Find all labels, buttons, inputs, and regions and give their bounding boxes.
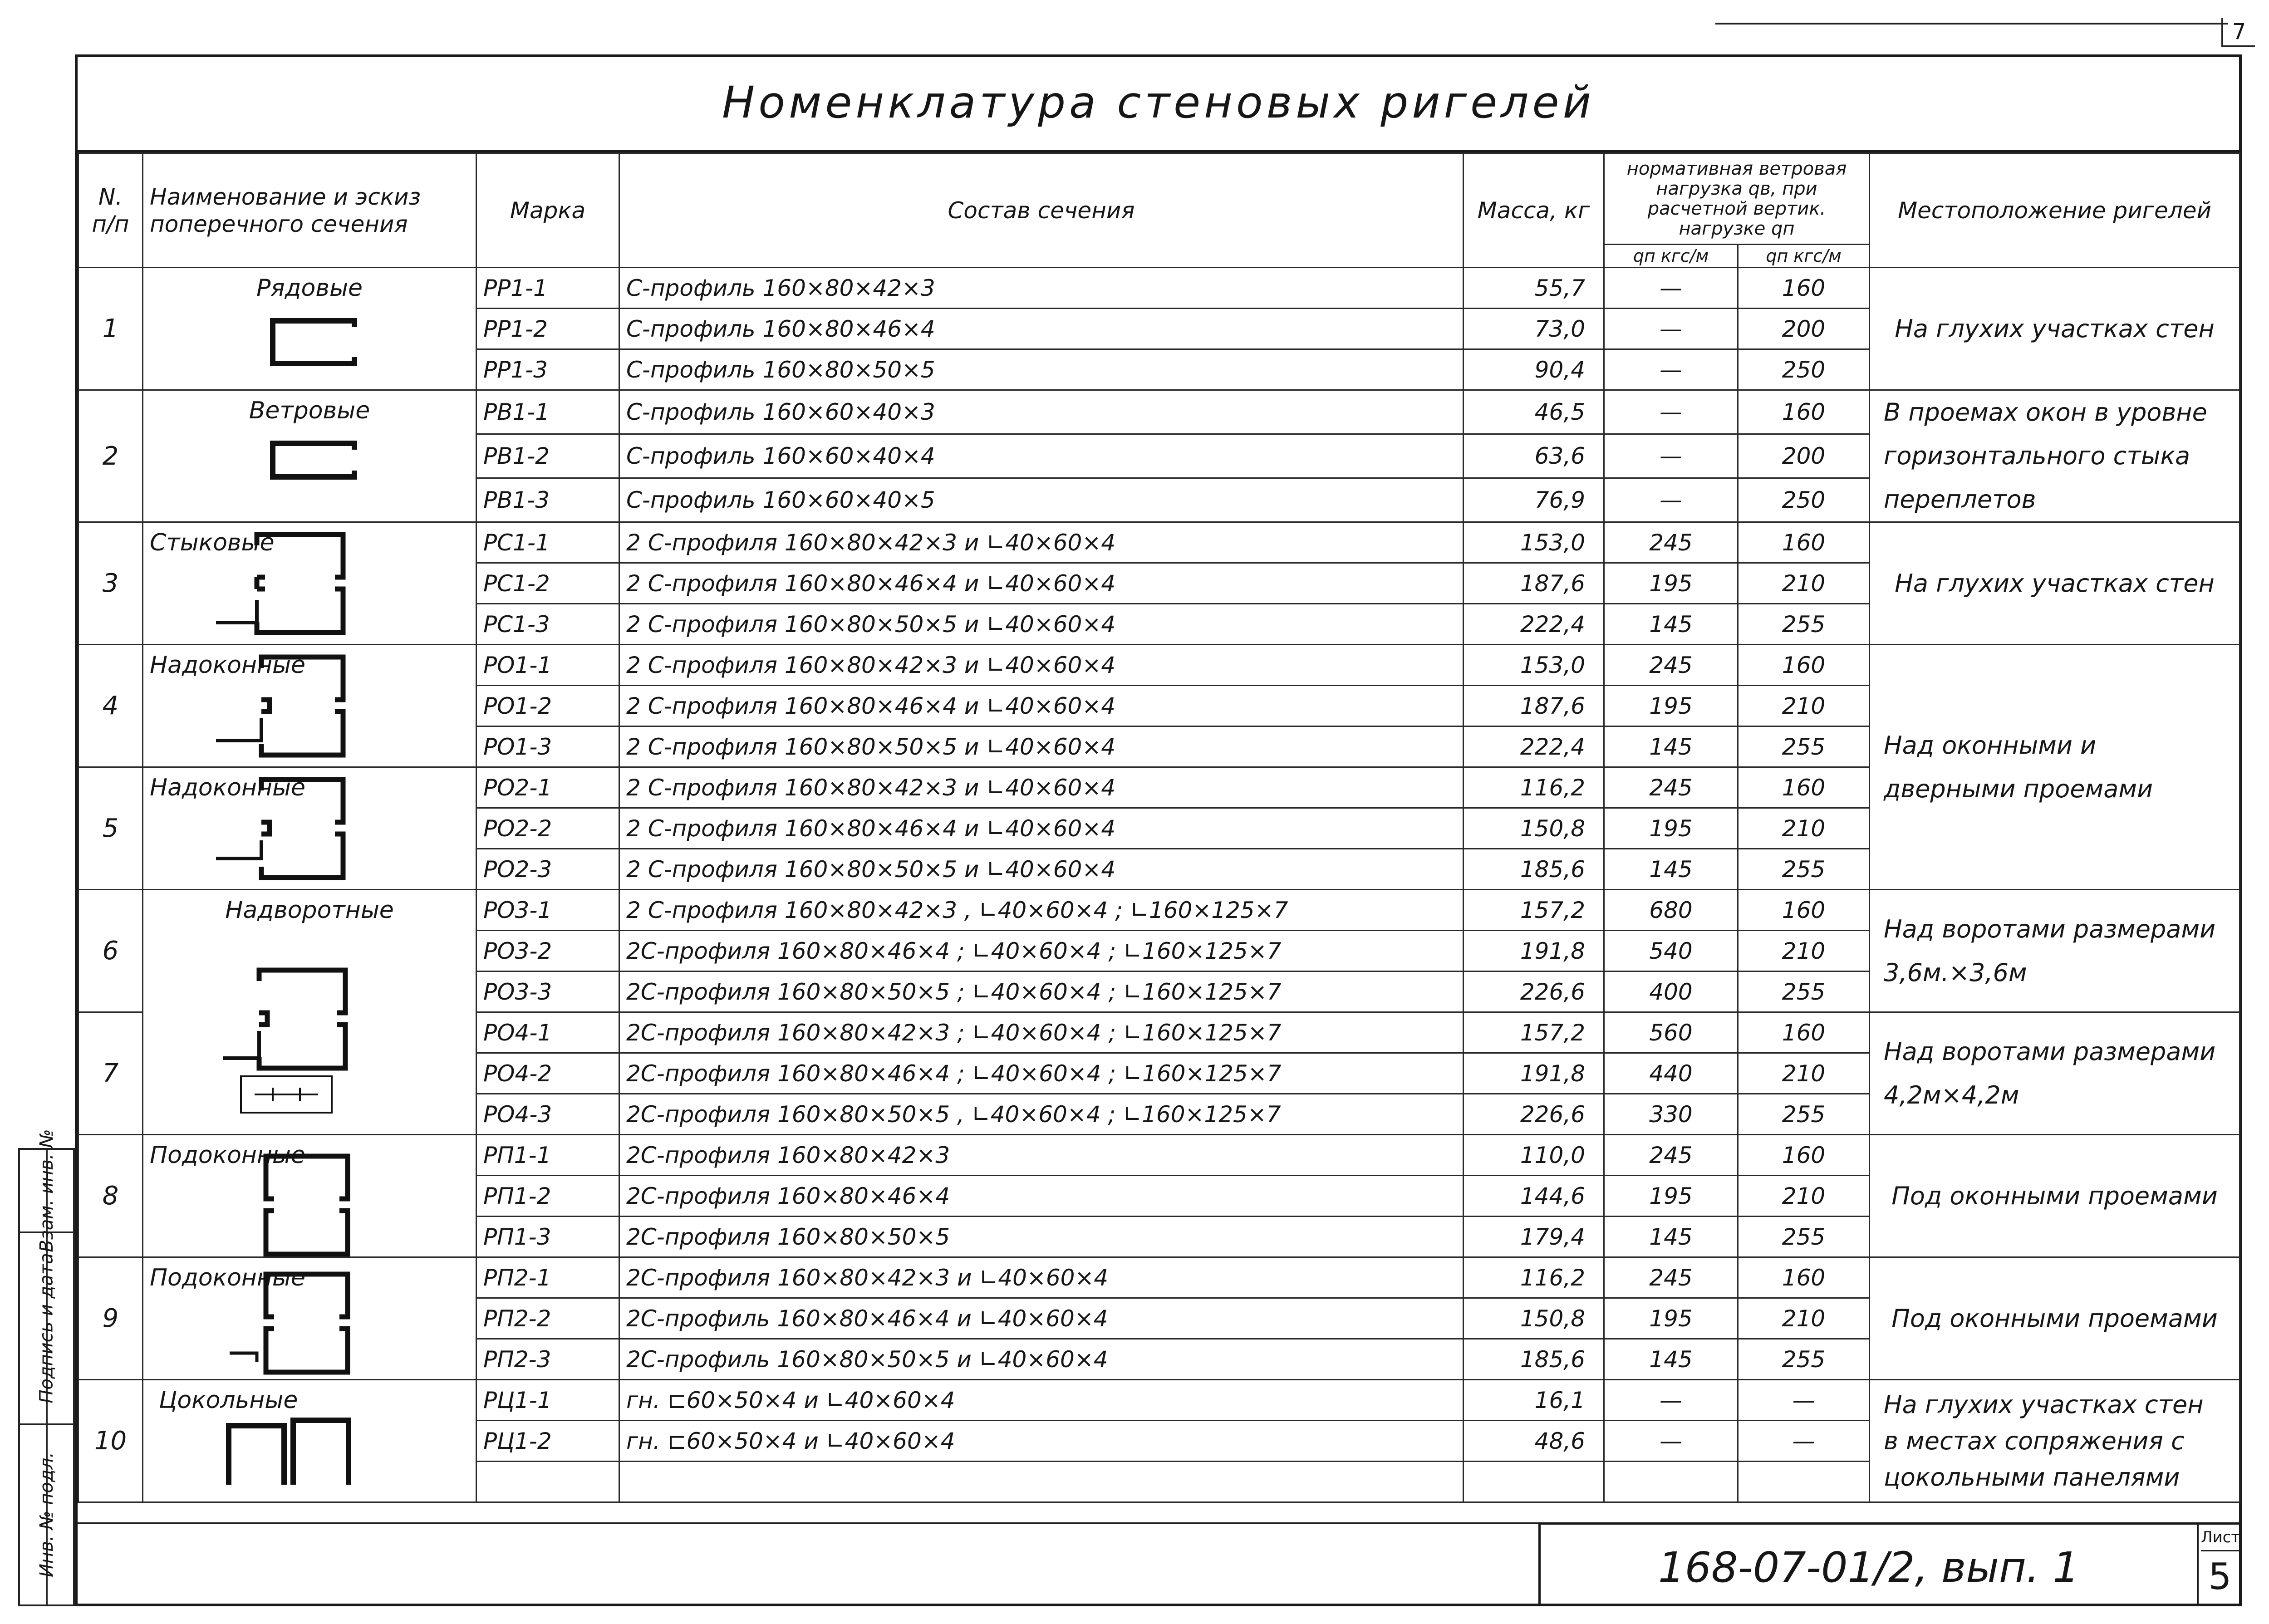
group-num: 3 bbox=[79, 522, 143, 645]
mark: РС1-3 bbox=[476, 604, 619, 645]
table-row bbox=[79, 522, 2240, 563]
load-q2: — bbox=[1738, 1421, 1870, 1462]
c-profile-sketch bbox=[268, 441, 359, 481]
mark: РО4-2 bbox=[476, 1053, 619, 1094]
mass: 191,8 bbox=[1464, 1053, 1604, 1094]
load-q2: 255 bbox=[1738, 726, 1870, 767]
side-stamp-inv bbox=[20, 1425, 73, 1604]
mass: 76,9 bbox=[1464, 478, 1604, 522]
load-q1: 195 bbox=[1604, 1298, 1738, 1339]
mark: РР1-1 bbox=[476, 268, 619, 309]
table-row bbox=[79, 1135, 2240, 1176]
load-q2: 210 bbox=[1738, 686, 1870, 726]
table-row bbox=[79, 1380, 2240, 1421]
load-q2: 160 bbox=[1738, 645, 1870, 686]
load-q2: 160 bbox=[1738, 890, 1870, 931]
mass: 16,1 bbox=[1464, 1380, 1604, 1421]
group-name: Подоконные bbox=[150, 1264, 305, 1291]
header-mass: Масса, кг bbox=[1464, 153, 1604, 268]
mass bbox=[1464, 1462, 1604, 1502]
location: Над оконными и дверными проемами bbox=[1870, 645, 2240, 890]
section: С-профиль 160×60×40×5 bbox=[619, 478, 1464, 522]
side-stamp-vzam-label: Взам. инв. № bbox=[36, 1129, 57, 1252]
load-q2: 255 bbox=[1738, 849, 1870, 890]
header-load-col2: qп кгс/м bbox=[1738, 245, 1870, 268]
group-num: 2 bbox=[79, 390, 143, 522]
group-name: Рядовые bbox=[256, 275, 363, 302]
mark: РП1-1 bbox=[476, 1135, 619, 1176]
location: Над воротами размерами 3,6м.×3,6м bbox=[1870, 890, 2240, 1012]
mass: 110,0 bbox=[1464, 1135, 1604, 1176]
mass: 187,6 bbox=[1464, 563, 1604, 604]
mark: РО4-1 bbox=[476, 1012, 619, 1053]
group-num: 5 bbox=[79, 767, 143, 890]
load-q1: 145 bbox=[1604, 1217, 1738, 1257]
group-name-cell bbox=[143, 645, 476, 767]
load-q1: 145 bbox=[1604, 604, 1738, 645]
section: 2С-профиля 160×80×50×5 ; ∟40×60×4 ; ∟160×125×7 bbox=[619, 971, 1464, 1012]
section bbox=[619, 1462, 1464, 1502]
mark: РЦ1-2 bbox=[476, 1421, 619, 1462]
mark: РО1-3 bbox=[476, 726, 619, 767]
load-q1: 145 bbox=[1604, 1339, 1738, 1380]
section: 2С-профиля 160×80×46×4 ; ∟40×60×4 ; ∟160×125×7 bbox=[619, 931, 1464, 971]
group-name-cell bbox=[143, 1135, 476, 1257]
double-c-profile-sketch bbox=[230, 1271, 352, 1376]
load-q2: 160 bbox=[1738, 522, 1870, 563]
header-num: N. п/п bbox=[79, 153, 143, 268]
page-title: Номенклатура стеновых ригелей bbox=[78, 57, 2239, 152]
group-name: Надворотные bbox=[225, 897, 394, 924]
mark: РВ1-1 bbox=[476, 390, 619, 434]
section: 2 С-профиля 160×80×50×5 и ∟40×60×4 bbox=[619, 726, 1464, 767]
load-q1: 195 bbox=[1604, 808, 1738, 849]
mass: 116,2 bbox=[1464, 767, 1604, 808]
section: 2 С-профиля 160×80×42×3 и ∟40×60×4 bbox=[619, 767, 1464, 808]
section: 2 С-профиля 160×80×46×4 и ∟40×60×4 bbox=[619, 563, 1464, 604]
header-name: Наименование и эскиз поперечного сечения bbox=[143, 153, 476, 268]
group-num: 6 bbox=[79, 890, 143, 1012]
table-row bbox=[79, 645, 2240, 686]
load-q1: — bbox=[1604, 268, 1738, 309]
table-row bbox=[79, 268, 2240, 309]
mark: РР1-2 bbox=[476, 309, 619, 349]
load-q2: 250 bbox=[1738, 349, 1870, 390]
mark: РЦ1-1 bbox=[476, 1380, 619, 1421]
load-q2: 250 bbox=[1738, 478, 1870, 522]
mass: 48,6 bbox=[1464, 1421, 1604, 1462]
load-q1: — bbox=[1604, 1421, 1738, 1462]
double-c-profile-sketch bbox=[216, 777, 352, 886]
load-q2: 210 bbox=[1738, 808, 1870, 849]
section: 2 С-профиля 160×80×42×3 и ∟40×60×4 bbox=[619, 645, 1464, 686]
document-code: 168-07-01/2, вып. 1 bbox=[1541, 1525, 2199, 1604]
mass: 185,6 bbox=[1464, 1339, 1604, 1380]
load-q1: — bbox=[1604, 309, 1738, 349]
double-c-profile-sketch bbox=[261, 1153, 352, 1257]
mass: 116,2 bbox=[1464, 1257, 1604, 1298]
group-name-cell bbox=[143, 390, 476, 522]
top-rule bbox=[1715, 23, 2228, 25]
mark: РВ1-3 bbox=[476, 478, 619, 522]
load-q2: 255 bbox=[1738, 604, 1870, 645]
mark: РП1-3 bbox=[476, 1217, 619, 1257]
load-q1: 560 bbox=[1604, 1012, 1738, 1053]
load-q2: 210 bbox=[1738, 931, 1870, 971]
table-row bbox=[79, 890, 2240, 931]
load-q2: — bbox=[1738, 1380, 1870, 1421]
group-name-cell bbox=[143, 268, 476, 390]
load-q2: 255 bbox=[1738, 971, 1870, 1012]
mark: РВ1-2 bbox=[476, 434, 619, 478]
mass: 153,0 bbox=[1464, 522, 1604, 563]
group-name: Ветровые bbox=[249, 397, 370, 424]
section: 2С-профиля 160×80×42×3 и ∟40×60×4 bbox=[619, 1257, 1464, 1298]
group-name-cell bbox=[143, 1257, 476, 1380]
mark: РО1-1 bbox=[476, 645, 619, 686]
group-num: 7 bbox=[79, 1012, 143, 1135]
load-q1: — bbox=[1604, 478, 1738, 522]
load-q1: 145 bbox=[1604, 849, 1738, 890]
mass: 226,6 bbox=[1464, 1094, 1604, 1135]
section: С-профиль 160×80×50×5 bbox=[619, 349, 1464, 390]
load-q2: 160 bbox=[1738, 1135, 1870, 1176]
side-stamp-vzam bbox=[20, 1129, 73, 1252]
load-q1: 195 bbox=[1604, 686, 1738, 726]
load-q2: 255 bbox=[1738, 1094, 1870, 1135]
section: 2С-профиля 160×80×50×5 bbox=[619, 1217, 1464, 1257]
mark: РО4-3 bbox=[476, 1094, 619, 1135]
header-load-col1: qп кгс/м bbox=[1604, 245, 1738, 268]
nomenclature-table bbox=[78, 152, 2240, 1503]
section: С-профиль 160×60×40×4 bbox=[619, 434, 1464, 478]
mass: 63,6 bbox=[1464, 434, 1604, 478]
group-name-cell bbox=[143, 767, 476, 890]
load-q2: 255 bbox=[1738, 1217, 1870, 1257]
load-q1 bbox=[1604, 1462, 1738, 1502]
section: 2С-профиля 160×80×46×4 bbox=[619, 1176, 1464, 1217]
header-mark: Марка bbox=[476, 153, 619, 268]
mark: РО3-1 bbox=[476, 890, 619, 931]
mark: РО3-3 bbox=[476, 971, 619, 1012]
mark: РО2-2 bbox=[476, 808, 619, 849]
group-name-cell bbox=[143, 522, 476, 645]
mass: 157,2 bbox=[1464, 1012, 1604, 1053]
double-c-profile-sketch bbox=[216, 532, 352, 641]
load-q2: 160 bbox=[1738, 390, 1870, 434]
location: Под оконными проемами bbox=[1870, 1135, 2240, 1257]
table-row bbox=[79, 1257, 2240, 1298]
load-q1: 440 bbox=[1604, 1053, 1738, 1094]
load-q1: 330 bbox=[1604, 1094, 1738, 1135]
section: 2С-профиля 160×80×42×3 ; ∟40×60×4 ; ∟160×125×7 bbox=[619, 1012, 1464, 1053]
mass: 150,8 bbox=[1464, 808, 1604, 849]
mass: 153,0 bbox=[1464, 645, 1604, 686]
mark: РП1-2 bbox=[476, 1176, 619, 1217]
mass: 150,8 bbox=[1464, 1298, 1604, 1339]
load-q1: 540 bbox=[1604, 931, 1738, 971]
load-q2: 210 bbox=[1738, 563, 1870, 604]
group-name-cell bbox=[143, 1380, 476, 1502]
mass: 73,0 bbox=[1464, 309, 1604, 349]
mass: 222,4 bbox=[1464, 604, 1604, 645]
group-num: 9 bbox=[79, 1257, 143, 1380]
load-q1: 245 bbox=[1604, 522, 1738, 563]
section: 2С-профиль 160×80×50×5 и ∟40×60×4 bbox=[619, 1339, 1464, 1380]
mass: 144,6 bbox=[1464, 1176, 1604, 1217]
load-q1: 195 bbox=[1604, 563, 1738, 604]
side-stamp-sign-label: Подпись и дата bbox=[36, 1253, 57, 1403]
load-q1: 245 bbox=[1604, 1135, 1738, 1176]
group-name: Цокольные bbox=[159, 1387, 298, 1414]
location: На глухих участках стен bbox=[1870, 268, 2240, 390]
mark: РП2-1 bbox=[476, 1257, 619, 1298]
group-name: Надоконные bbox=[150, 774, 306, 801]
mass: 46,5 bbox=[1464, 390, 1604, 434]
load-q1: — bbox=[1604, 390, 1738, 434]
load-q2: 200 bbox=[1738, 309, 1870, 349]
header-location: Местоположение ригелей bbox=[1870, 153, 2240, 268]
stamp-rule bbox=[78, 1522, 1539, 1524]
side-stamp-inv-label: Инв. № подл. bbox=[36, 1452, 57, 1577]
gate-profile-sketch bbox=[223, 967, 359, 1117]
section: 2С-профиль 160×80×46×4 и ∟40×60×4 bbox=[619, 1298, 1464, 1339]
mark: РП2-2 bbox=[476, 1298, 619, 1339]
section: 2 С-профиля 160×80×46×4 и ∟40×60×4 bbox=[619, 686, 1464, 726]
mass: 55,7 bbox=[1464, 268, 1604, 309]
load-q2: 160 bbox=[1738, 1257, 1870, 1298]
section: 2С-профиля 160×80×50×5 , ∟40×60×4 ; ∟160×125×7 bbox=[619, 1094, 1464, 1135]
location: На глухих участках стен в местах сопряжения с цокольными панелями bbox=[1870, 1380, 2240, 1502]
table-row bbox=[79, 390, 2240, 434]
load-q1: 195 bbox=[1604, 1176, 1738, 1217]
load-q1: — bbox=[1604, 349, 1738, 390]
header-section: Состав сечения bbox=[619, 153, 1464, 268]
side-stamp-sign bbox=[20, 1233, 73, 1425]
load-q2: 160 bbox=[1738, 767, 1870, 808]
mark: РО3-2 bbox=[476, 931, 619, 971]
load-q2: 160 bbox=[1738, 1012, 1870, 1053]
plinth-profile-sketch bbox=[225, 1417, 352, 1489]
location: Над воротами размерами 4,2м×4,2м bbox=[1870, 1012, 2240, 1135]
mass: 90,4 bbox=[1464, 349, 1604, 390]
side-stamp bbox=[18, 1129, 75, 1606]
mass: 185,6 bbox=[1464, 849, 1604, 890]
section: 2С-профиля 160×80×42×3 bbox=[619, 1135, 1464, 1176]
section: 2 С-профиля 160×80×46×4 и ∟40×60×4 bbox=[619, 808, 1464, 849]
section: гн. ⊏60×50×4 и ∟40×60×4 bbox=[619, 1421, 1464, 1462]
load-q1: 400 bbox=[1604, 971, 1738, 1012]
location: На глухих участках стен bbox=[1870, 522, 2240, 645]
load-q2: 255 bbox=[1738, 1339, 1870, 1380]
load-q2 bbox=[1738, 1462, 1870, 1502]
group-name: Стыковые bbox=[150, 529, 275, 556]
load-q2: 210 bbox=[1738, 1176, 1870, 1217]
header-load: нормативная ветровая нагрузка qв, при расчетной вертик. нагрузке qп bbox=[1604, 153, 1870, 245]
group-num: 1 bbox=[79, 268, 143, 390]
mass: 179,4 bbox=[1464, 1217, 1604, 1257]
mass: 222,4 bbox=[1464, 726, 1604, 767]
corner-page-number: 7 bbox=[2221, 18, 2255, 47]
title-block bbox=[1538, 1522, 2239, 1604]
mass: 157,2 bbox=[1464, 890, 1604, 931]
double-c-profile-sketch bbox=[216, 654, 352, 763]
section: С-профиль 160×60×40×3 bbox=[619, 390, 1464, 434]
mark: РО2-1 bbox=[476, 767, 619, 808]
mark: РО1-2 bbox=[476, 686, 619, 726]
section: 2 С-профиля 160×80×50×5 и ∟40×60×4 bbox=[619, 604, 1464, 645]
section: 2 С-профиля 160×80×42×3 , ∟40×60×4 ; ∟160×125×7 bbox=[619, 890, 1464, 931]
section: 2 С-профиля 160×80×42×3 и ∟40×60×4 bbox=[619, 522, 1464, 563]
load-q2: 210 bbox=[1738, 1053, 1870, 1094]
load-q1: — bbox=[1604, 434, 1738, 478]
section: 2С-профиля 160×80×46×4 ; ∟40×60×4 ; ∟160×125×7 bbox=[619, 1053, 1464, 1094]
load-q1: 680 bbox=[1604, 890, 1738, 931]
load-q1: 245 bbox=[1604, 1257, 1738, 1298]
load-q2: 210 bbox=[1738, 1298, 1870, 1339]
section: С-профиль 160×80×46×4 bbox=[619, 309, 1464, 349]
mark bbox=[476, 1462, 619, 1502]
mark: РС1-1 bbox=[476, 522, 619, 563]
load-q1: 145 bbox=[1604, 726, 1738, 767]
mark: РП2-3 bbox=[476, 1339, 619, 1380]
group-name-cell bbox=[143, 890, 476, 1135]
load-q2: 200 bbox=[1738, 434, 1870, 478]
group-num: 8 bbox=[79, 1135, 143, 1257]
load-q2: 160 bbox=[1738, 268, 1870, 309]
table-header-row bbox=[79, 153, 2240, 245]
mass: 191,8 bbox=[1464, 931, 1604, 971]
sheet-number: 5 bbox=[2208, 1555, 2232, 1598]
sheet-label: Лист bbox=[2201, 1525, 2239, 1551]
group-num: 10 bbox=[79, 1380, 143, 1502]
mass: 226,6 bbox=[1464, 971, 1604, 1012]
section: С-профиль 160×80×42×3 bbox=[619, 268, 1464, 309]
group-name: Подоконные bbox=[150, 1142, 305, 1169]
load-q1: — bbox=[1604, 1380, 1738, 1421]
group-num: 4 bbox=[79, 645, 143, 767]
load-q1: 245 bbox=[1604, 645, 1738, 686]
mark: РО2-3 bbox=[476, 849, 619, 890]
c-profile-sketch bbox=[268, 318, 359, 368]
mass: 187,6 bbox=[1464, 686, 1604, 726]
mark: РР1-3 bbox=[476, 349, 619, 390]
location: В проемах окон в уровне горизонтального стыка переплетов bbox=[1870, 390, 2240, 522]
group-name: Надоконные bbox=[150, 652, 306, 679]
section: 2 С-профиля 160×80×50×5 и ∟40×60×4 bbox=[619, 849, 1464, 890]
mark: РС1-2 bbox=[476, 563, 619, 604]
load-q1: 245 bbox=[1604, 767, 1738, 808]
location: Под оконными проемами bbox=[1870, 1257, 2240, 1380]
section: гн. ⊏60×50×4 и ∟40×60×4 bbox=[619, 1380, 1464, 1421]
